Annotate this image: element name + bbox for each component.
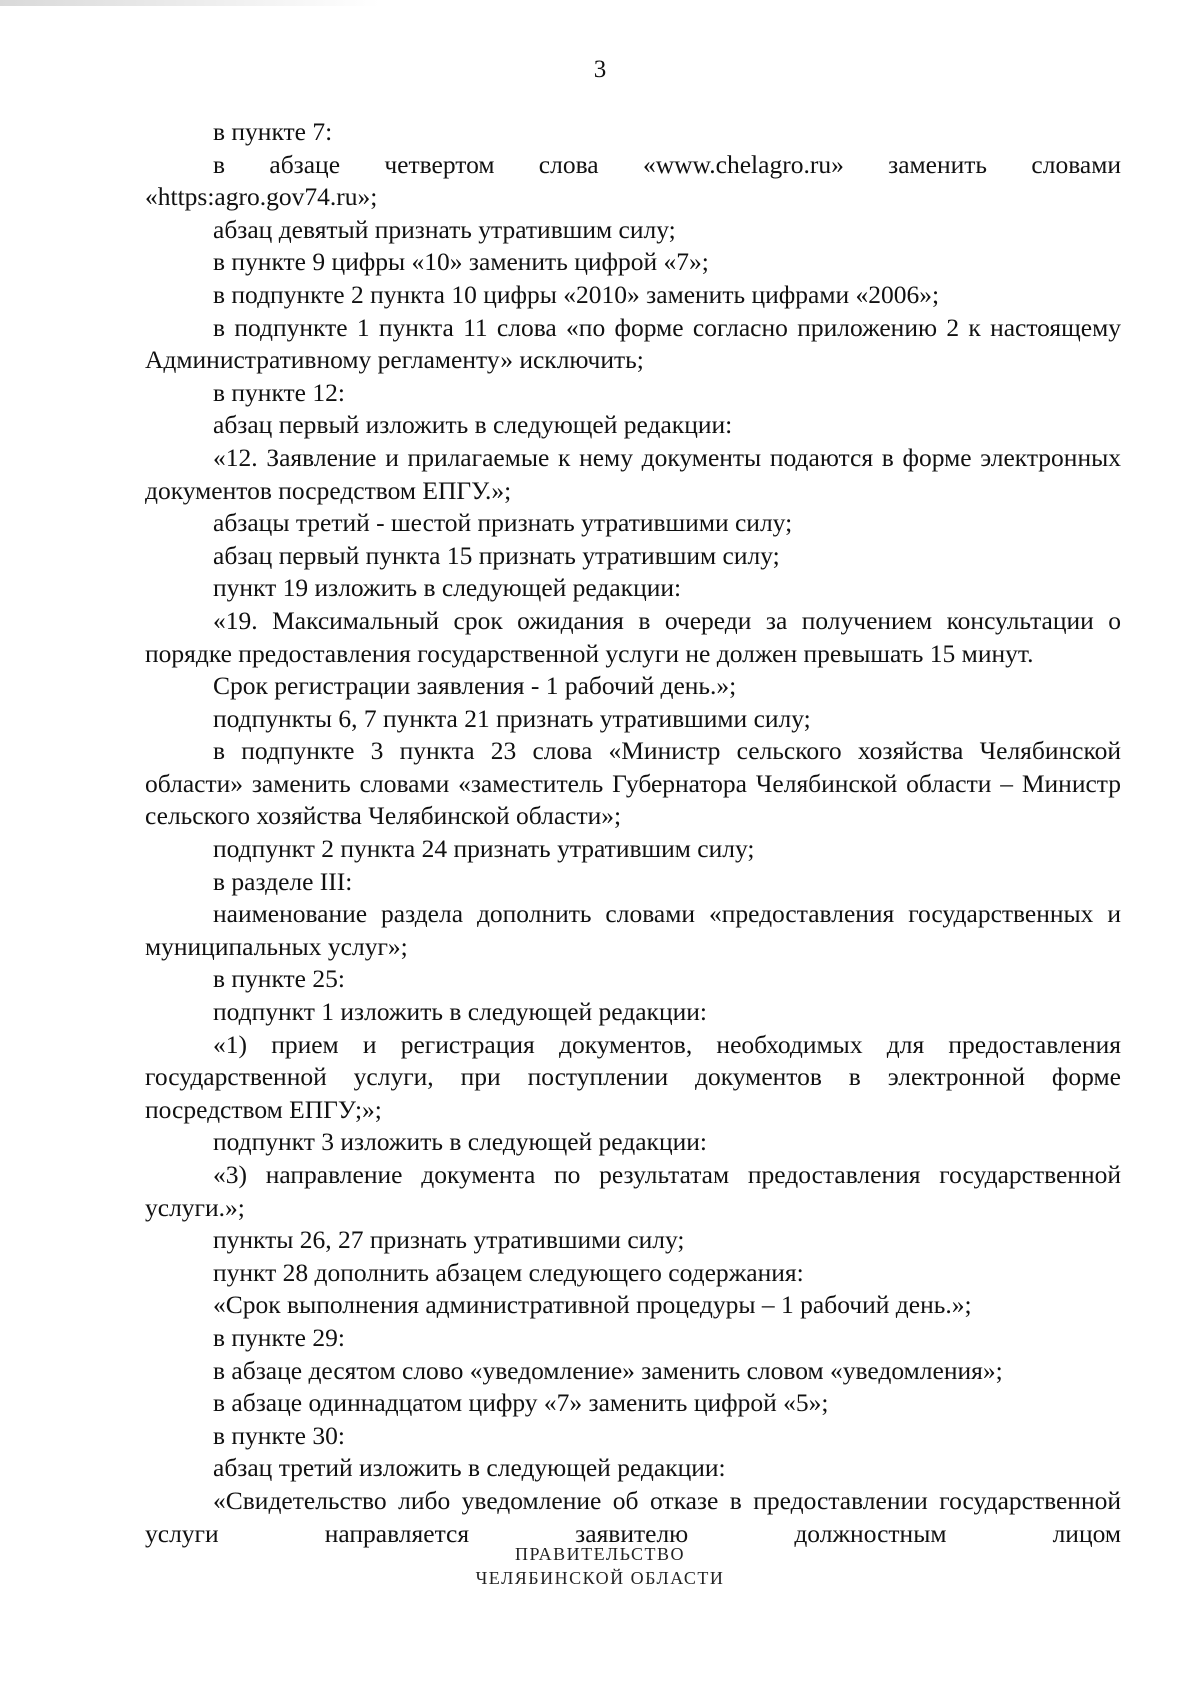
paragraph: абзацы третий - шестой признать утратившими силу; <box>213 508 793 538</box>
paragraph: абзац третий изложить в следующей редакции: <box>213 1453 726 1483</box>
paragraph: в пункте 25: <box>213 964 345 994</box>
paragraph: в абзаце десятом слово «уведомление» заменить словом «уведомления»; <box>213 1355 1003 1385</box>
paragraph: подпункт 2 пункта 24 признать утратившим силу; <box>213 834 755 864</box>
paragraph: в разделе III: <box>213 866 353 896</box>
paragraph: подпункт 3 изложить в следующей редакции: <box>213 1127 707 1157</box>
paragraph: в абзаце одиннадцатом цифру «7» заменить цифрой «5»; <box>213 1388 829 1418</box>
paragraph: «19. Максимальный срок ожидания в очереди за получением консультации о порядке предоставления государственной услуги не должен превышать 15 минут. <box>145 605 1121 668</box>
scan-edge-artifact <box>0 0 380 6</box>
paragraph: «3) направление документа по результатам предоставления государственной услуги.»; <box>145 1160 1121 1222</box>
paragraph: в пункте 7: <box>213 117 333 146</box>
footer-line-region: ЧЕЛЯБИНСКОЙ ОБЛАСТИ <box>475 1568 725 1588</box>
paragraph: пункт 28 дополнить абзацем следующего содержания: <box>213 1257 804 1287</box>
paragraph: абзац первый изложить в следующей редакции: <box>213 410 733 440</box>
paragraph: «Срок выполнения административной процедуры – 1 рабочий день.»; <box>213 1290 972 1320</box>
paragraph: абзац первый пункта 15 признать утратившим силу; <box>213 540 780 570</box>
paragraph: пункт 19 изложить в следующей редакции: <box>213 573 682 603</box>
government-footer-stamp <box>0 1542 1200 1590</box>
paragraph: наименование раздела дополнить словами «предоставления государственных и муниципальных услуг»; <box>145 899 1121 961</box>
paragraph: в пункте 30: <box>213 1420 345 1450</box>
paragraph: в пункте 12: <box>213 377 345 407</box>
paragraph: «12. Заявление и прилагаемые к нему документы подаются в форме электронных документов посредством ЕПГУ.»; <box>145 442 1121 505</box>
paragraph: в подпункте 1 пункта 11 слова «по форме согласно приложению 2 к настоящему Административному регламенту» исключить; <box>145 312 1121 375</box>
paragraph: подпункты 6, 7 пункта 21 признать утратившими силу; <box>213 703 811 733</box>
paragraph: Срок регистрации заявления - 1 рабочий день.»; <box>213 671 737 701</box>
paragraph: в пункте 29: <box>213 1322 345 1352</box>
paragraph: абзац девятый признать утратившим силу; <box>213 214 676 244</box>
paragraph: «Свидетельство либо уведомление об отказе в предоставлении государственной услуги направляется заявителю должностным лицом <box>145 1485 1121 1548</box>
paragraph: подпункт 1 изложить в следующей редакции: <box>213 997 707 1027</box>
paragraph: пункты 26, 27 признать утратившими силу; <box>213 1225 685 1255</box>
page-number: 3 <box>593 56 607 83</box>
paragraph: в подпункте 3 пункта 23 слова «Министр сельского хозяйства Челябинской области» заменить словами «заместитель Губернатора Челябинской области – Министр сельского хозяйства Челябинской области»; <box>145 736 1121 831</box>
footer-line-government: ПРАВИТЕЛЬСТВО <box>514 1544 686 1564</box>
paragraph: в абзаце четвертом слова «www.chelagro.ru» заменить словами «https:agro.gov74.ru»; <box>145 149 1121 212</box>
paragraph: «1) прием и регистрация документов, необходимых для предоставления государственной услуги, при поступлении документов в электронной форме посредством ЕПГУ;»; <box>145 1029 1121 1124</box>
document-body <box>145 116 1121 1550</box>
paragraph: в подпункте 2 пункта 10 цифры «2010» заменить цифрами «2006»; <box>213 279 940 309</box>
paragraph: в пункте 9 цифры «10» заменить цифрой «7»; <box>213 247 709 277</box>
